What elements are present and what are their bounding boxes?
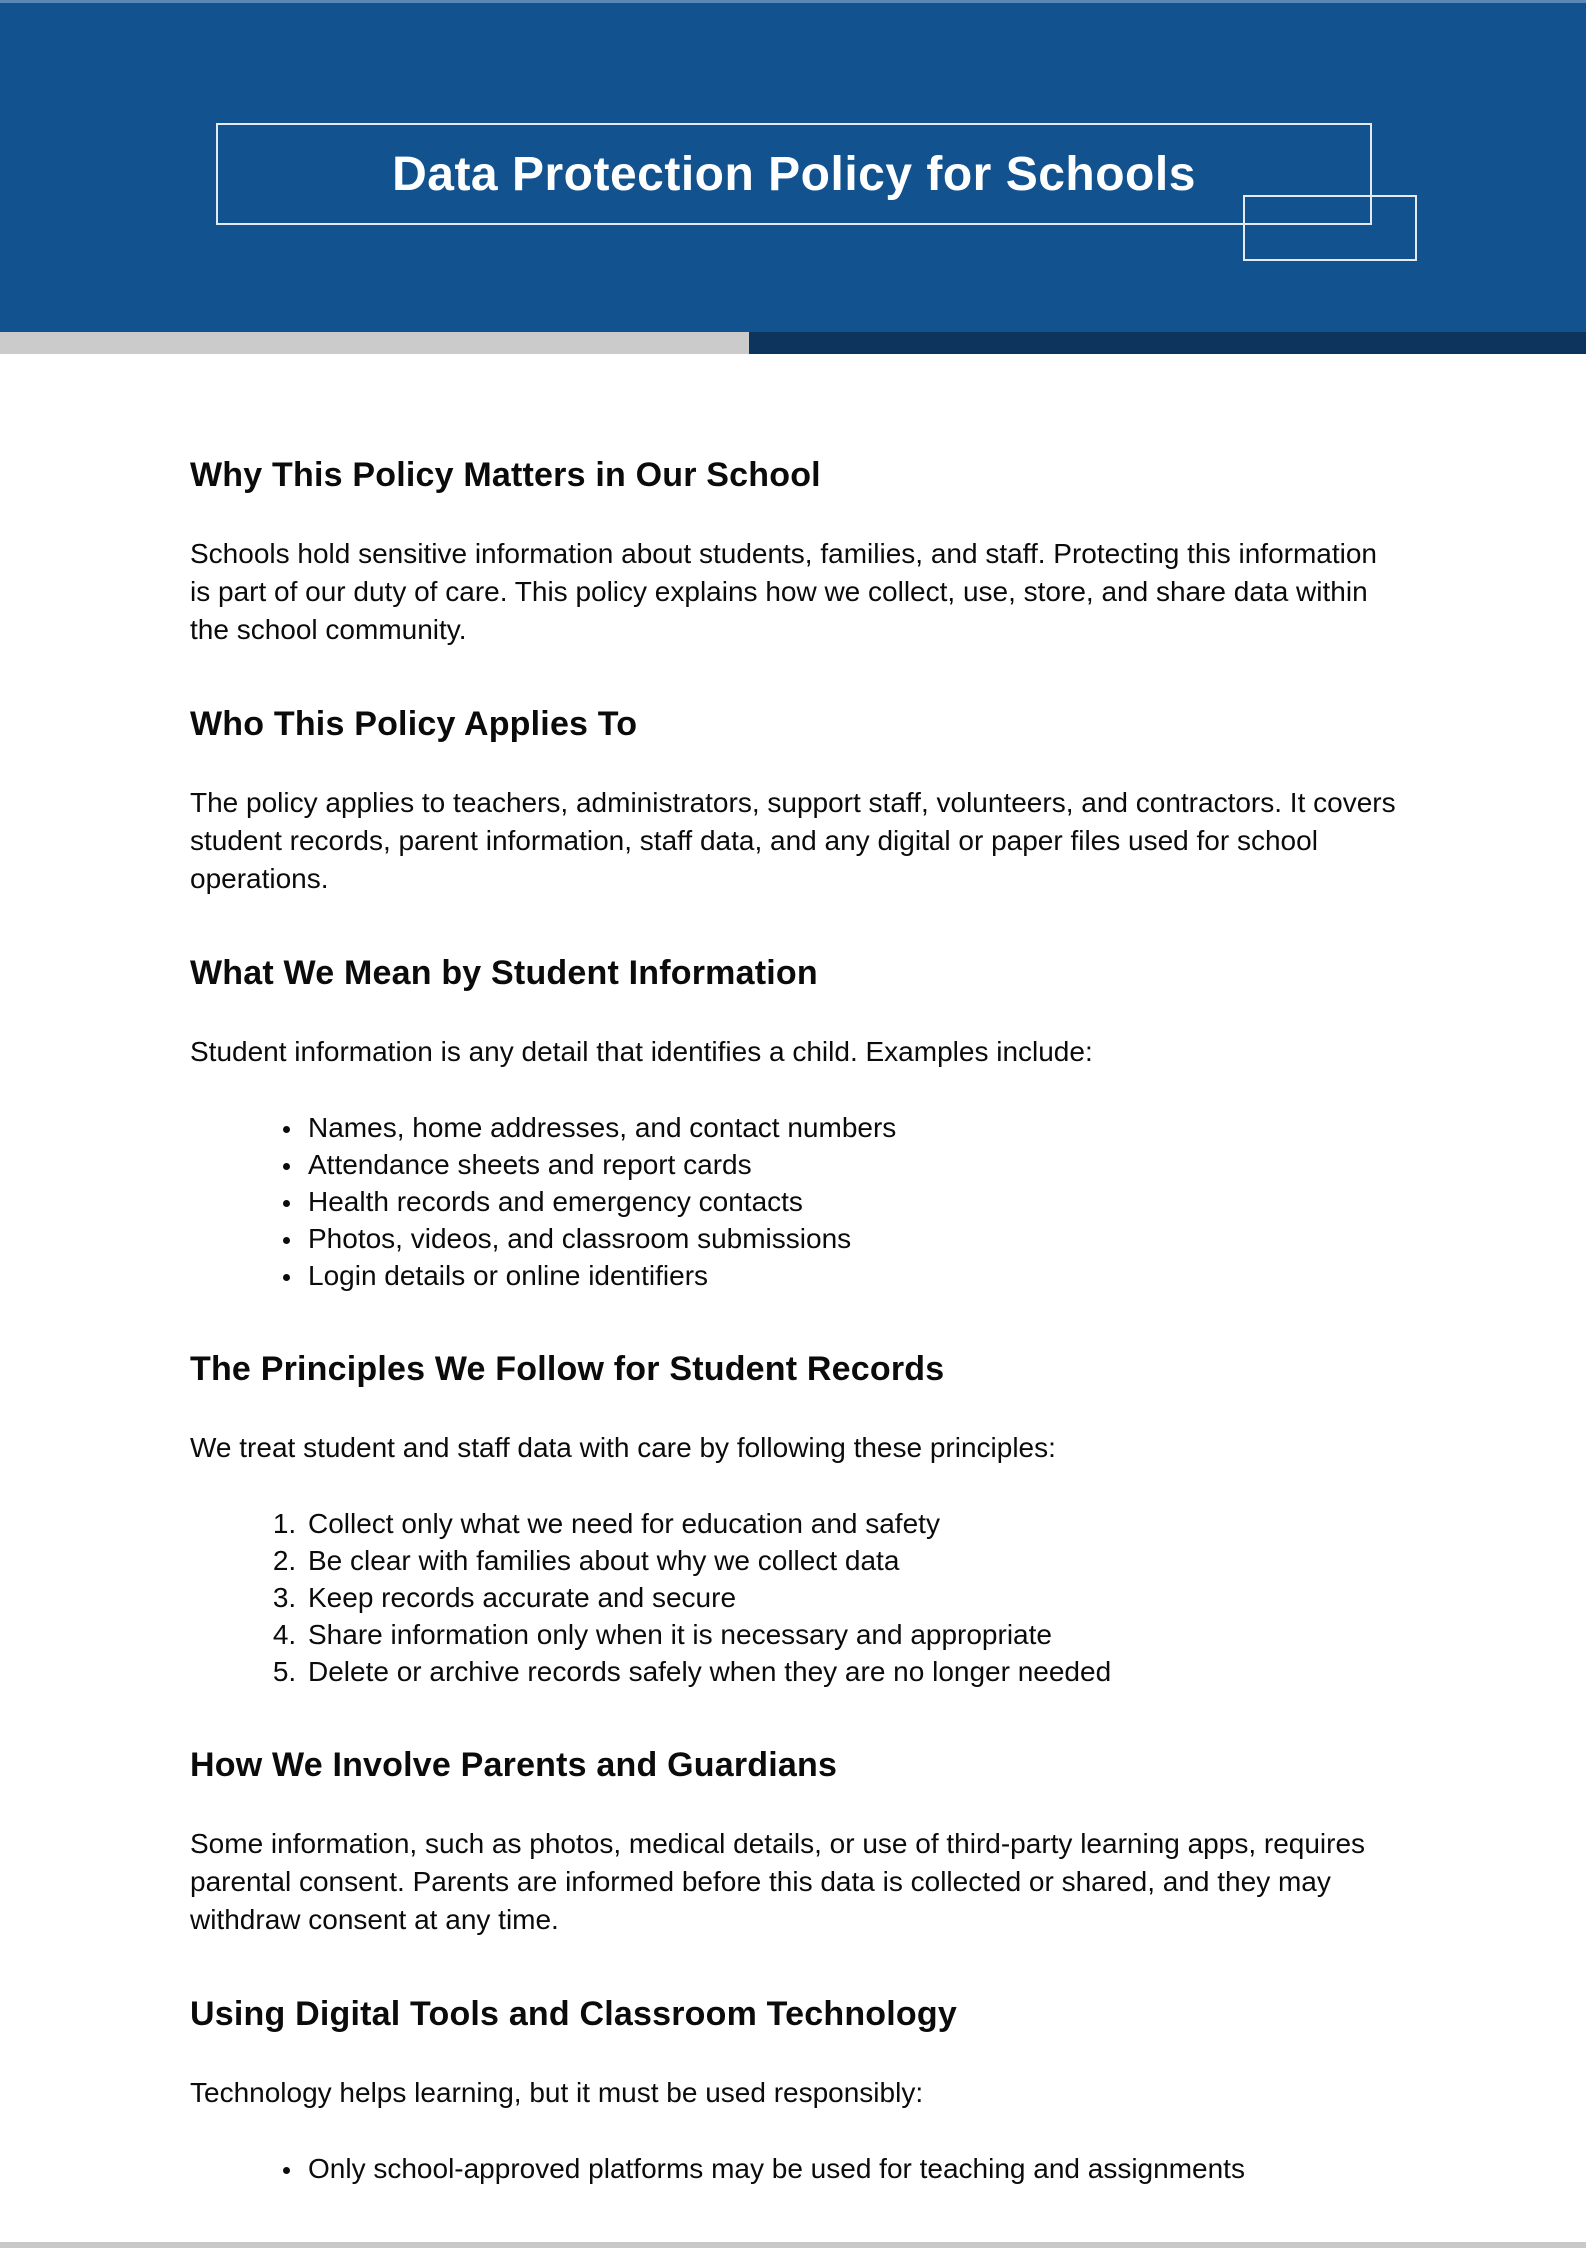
section-paragraph: Some information, such as photos, medical details, or use of third-party learning apps, requires parental consent. Parents are informed before this data is collected or shared, and they may withdraw consent at any time. bbox=[190, 1828, 1366, 1935]
header-banner bbox=[0, 0, 1586, 332]
section-paragraph: Student information is any detail that identifies a child. Examples include: bbox=[190, 1036, 1093, 1067]
bullet-list bbox=[190, 1109, 1400, 1294]
section-paragraph: The policy applies to teachers, administrators, support staff, volunteers, and contractors. It covers student records, parent information, staff data, and any digital or paper files used for school operations. bbox=[190, 787, 1396, 894]
accent-strip-gray bbox=[0, 332, 749, 354]
bullet-list bbox=[190, 2150, 1400, 2187]
numbered-list bbox=[190, 1505, 1400, 1690]
list-item: • Only school-approved platforms may be used for teaching and assignments bbox=[304, 2150, 1400, 2187]
decorative-box bbox=[1243, 195, 1417, 261]
header-accent-strip bbox=[0, 332, 1586, 354]
document-body bbox=[190, 354, 1400, 2187]
list-item: 2. Be clear with families about why we collect data bbox=[304, 1542, 1400, 1579]
section-paragraph: Schools hold sensitive information about students, families, and staff. Protecting this information is part of our duty of care. This policy explains how we collect, use, store, and share data within the school community. bbox=[190, 538, 1378, 645]
list-item: 4. Share information only when it is necessary and appropriate bbox=[304, 1616, 1400, 1653]
list-item: • Names, home addresses, and contact numbers bbox=[304, 1109, 1400, 1146]
list-item: 1. Collect only what we need for education and safety bbox=[304, 1505, 1400, 1542]
accent-strip-navy bbox=[749, 332, 1586, 354]
page-bottom-edge bbox=[0, 2242, 1586, 2248]
section-heading: How We Involve Parents and Guardians bbox=[190, 1746, 838, 1784]
list-item: • Photos, videos, and classroom submissions bbox=[304, 1220, 1400, 1257]
section-heading: The Principles We Follow for Student Records bbox=[190, 1350, 945, 1388]
section-heading: Using Digital Tools and Classroom Technology bbox=[190, 1995, 957, 2033]
list-item: 3. Keep records accurate and secure bbox=[304, 1579, 1400, 1616]
document-title: Data Protection Policy for Schools bbox=[392, 147, 1196, 201]
section-paragraph: Technology helps learning, but it must be used responsibly: bbox=[190, 2077, 924, 2108]
section-heading: Who This Policy Applies To bbox=[190, 705, 638, 743]
list-item: • Attendance sheets and report cards bbox=[304, 1146, 1400, 1183]
list-item: • Health records and emergency contacts bbox=[304, 1183, 1400, 1220]
list-item: 5. Delete or archive records safely when they are no longer needed bbox=[304, 1653, 1400, 1690]
section-paragraph: We treat student and staff data with care by following these principles: bbox=[190, 1432, 1056, 1463]
title-box bbox=[216, 123, 1372, 225]
section-heading: Why This Policy Matters in Our School bbox=[190, 456, 821, 494]
section-heading: What We Mean by Student Information bbox=[190, 954, 818, 992]
list-item: • Login details or online identifiers bbox=[304, 1257, 1400, 1294]
